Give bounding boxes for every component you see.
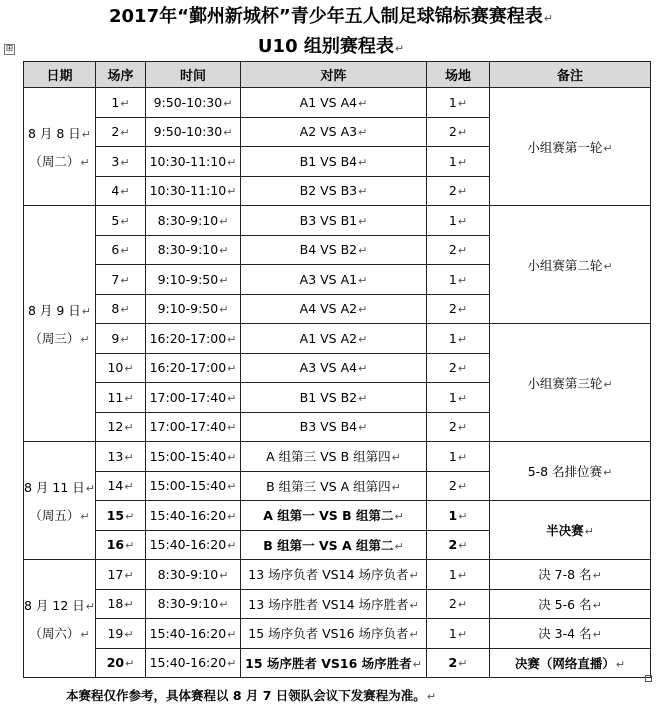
- field-cell: 1↵: [427, 147, 490, 177]
- match-no-cell: 10↵: [96, 353, 146, 383]
- time-cell: 16:20-17:00↵: [146, 353, 241, 383]
- table-row: [24, 589, 651, 619]
- field-cell: 2↵: [427, 117, 490, 147]
- header-row: [24, 62, 651, 88]
- match-no-cell: 16↵: [96, 530, 146, 560]
- match-no-cell: 11↵: [96, 383, 146, 413]
- table-row: [24, 501, 651, 531]
- header-field: 场地: [427, 62, 490, 88]
- time-cell: 16:20-17:00↵: [146, 324, 241, 354]
- date-cell: 8 月 8 日↵ （周二）↵: [24, 88, 96, 206]
- table-row: [24, 442, 651, 472]
- notes-cell: 5-8 名排位赛↵: [490, 442, 651, 501]
- document-title: 2017年“鄞州新城杯”青少年五人制足球锦标赛赛程表↵: [109, 6, 553, 27]
- matchup-cell: B3 VS B1↵: [241, 206, 427, 236]
- time-cell: 8:30-9:10↵: [146, 235, 241, 265]
- match-no-cell: 17↵: [96, 560, 146, 590]
- field-cell: 1↵: [427, 383, 490, 413]
- notes-cell: 小组赛第二轮↵: [490, 206, 651, 324]
- match-no-cell: 1↵: [96, 88, 146, 118]
- matchup-cell: B4 VS B2↵: [241, 235, 427, 265]
- table-row: [24, 648, 651, 678]
- notes-cell: 决 3-4 名↵: [490, 619, 651, 649]
- table-row: [24, 324, 651, 354]
- field-cell: 1↵: [427, 206, 490, 236]
- time-cell: 15:40-16:20↵: [146, 530, 241, 560]
- matchup-cell: B1 VS B4↵: [241, 147, 427, 177]
- match-no-cell: 19↵: [96, 619, 146, 649]
- time-cell: 17:00-17:40↵: [146, 412, 241, 442]
- time-cell: 15:40-16:20↵: [146, 501, 241, 531]
- matchup-cell: B1 VS B2↵: [241, 383, 427, 413]
- field-cell: 2↵: [427, 235, 490, 265]
- notes-cell: 小组赛第一轮↵: [490, 88, 651, 206]
- field-cell: 2↵: [427, 176, 490, 206]
- field-cell: 1↵: [427, 265, 490, 295]
- field-cell: 2↵: [427, 648, 490, 678]
- matchup-cell: A3 VS A4↵: [241, 353, 427, 383]
- field-cell: 2↵: [427, 589, 490, 619]
- matchup-cell: A2 VS A3↵: [241, 117, 427, 147]
- time-cell: 15:40-16:20↵: [146, 648, 241, 678]
- header-notes: 备注: [490, 62, 651, 88]
- matchup-cell: B2 VS B3↵: [241, 176, 427, 206]
- time-cell: 10:30-11:10↵: [146, 176, 241, 206]
- header-time: 时间: [146, 62, 241, 88]
- schedule-table: [23, 61, 651, 678]
- notes-cell: 决 7-8 名↵: [490, 560, 651, 590]
- match-no-cell: 7↵: [96, 265, 146, 295]
- match-no-cell: 14↵: [96, 471, 146, 501]
- time-cell: 8:30-9:10↵: [146, 560, 241, 590]
- field-cell: 2↵: [427, 530, 490, 560]
- notes-cell: 小组赛第三轮↵: [490, 324, 651, 442]
- time-cell: 9:50-10:30↵: [146, 117, 241, 147]
- match-no-cell: 3↵: [96, 147, 146, 177]
- notes-cell: 半决赛↵: [490, 501, 651, 560]
- field-cell: 2↵: [427, 294, 490, 324]
- match-no-cell: 15↵: [96, 501, 146, 531]
- date-cell: 8 月 11 日↵ （周五）↵: [24, 442, 96, 560]
- match-no-cell: 6↵: [96, 235, 146, 265]
- match-no-cell: 12↵: [96, 412, 146, 442]
- time-cell: 15:00-15:40↵: [146, 471, 241, 501]
- match-no-cell: 5↵: [96, 206, 146, 236]
- matchup-cell: A1 VS A2↵: [241, 324, 427, 354]
- matchup-cell: A1 VS A4↵: [241, 88, 427, 118]
- header-match-no: 场序: [96, 62, 146, 88]
- matchup-cell: 13 场序负者 VS14 场序负者↵: [241, 560, 427, 590]
- document-subtitle: U10 组别赛程表↵: [257, 36, 405, 57]
- field-cell: 1↵: [427, 442, 490, 472]
- header-date: 日期: [24, 62, 96, 88]
- matchup-cell: A4 VS A2↵: [241, 294, 427, 324]
- notes-cell: 决赛（网络直播）↵: [490, 648, 651, 678]
- time-cell: 8:30-9:10↵: [146, 589, 241, 619]
- matchup-cell: A 组第一 VS B 组第二↵: [241, 501, 427, 531]
- time-cell: 15:00-15:40↵: [146, 442, 241, 472]
- field-cell: 1↵: [427, 88, 490, 118]
- matchup-cell: A 组第三 VS B 组第四↵: [241, 442, 427, 472]
- match-no-cell: 13↵: [96, 442, 146, 472]
- time-cell: 15:40-16:20↵: [146, 619, 241, 649]
- table-resize-handle[interactable]: [645, 675, 652, 682]
- date-cell: 8 月 12 日↵ （周六）↵: [24, 560, 96, 678]
- notes-cell: 决 5-6 名↵: [490, 589, 651, 619]
- footer-note: 本赛程仅作参考，具体赛程以 8 月 7 日领队会议下发赛程为准。↵: [66, 688, 437, 703]
- table-row: [24, 619, 651, 649]
- field-cell: 2↵: [427, 471, 490, 501]
- match-no-cell: 2↵: [96, 117, 146, 147]
- time-cell: 17:00-17:40↵: [146, 383, 241, 413]
- match-no-cell: 9↵: [96, 324, 146, 354]
- field-cell: 2↵: [427, 353, 490, 383]
- field-cell: 1↵: [427, 619, 490, 649]
- field-cell: 2↵: [427, 412, 490, 442]
- matchup-cell: B 组第三 VS A 组第四↵: [241, 471, 427, 501]
- date-cell: 8 月 9 日↵ （周三）↵: [24, 206, 96, 442]
- time-cell: 9:10-9:50↵: [146, 265, 241, 295]
- time-cell: 8:30-9:10↵: [146, 206, 241, 236]
- field-cell: 1↵: [427, 560, 490, 590]
- match-no-cell: 20↵: [96, 648, 146, 678]
- match-no-cell: 4↵: [96, 176, 146, 206]
- matchup-cell: 15 场序负者 VS16 场序负者↵: [241, 619, 427, 649]
- matchup-cell: 15 场序胜者 VS16 场序胜者↵: [241, 648, 427, 678]
- time-cell: 10:30-11:10↵: [146, 147, 241, 177]
- matchup-cell: B3 VS B4↵: [241, 412, 427, 442]
- field-cell: 1↵: [427, 324, 490, 354]
- field-cell: 1↵: [427, 501, 490, 531]
- time-cell: 9:10-9:50↵: [146, 294, 241, 324]
- matchup-cell: 13 场序胜者 VS14 场序胜者↵: [241, 589, 427, 619]
- matchup-cell: B 组第一 VS A 组第二↵: [241, 530, 427, 560]
- table-row: [24, 560, 651, 590]
- table-move-handle-icon[interactable]: ⊞: [5, 44, 14, 54]
- match-no-cell: 8↵: [96, 294, 146, 324]
- matchup-cell: A3 VS A1↵: [241, 265, 427, 295]
- header-matchup: 对阵: [241, 62, 427, 88]
- match-no-cell: 18↵: [96, 589, 146, 619]
- time-cell: 9:50-10:30↵: [146, 88, 241, 118]
- table-row: [24, 88, 651, 118]
- table-row: [24, 206, 651, 236]
